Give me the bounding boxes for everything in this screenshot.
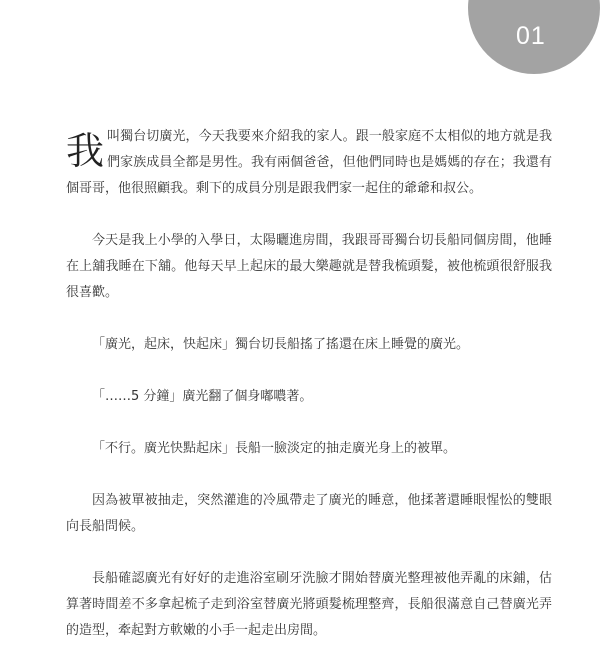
page-number: 01 [516, 22, 546, 50]
paragraph-intro [66, 124, 552, 202]
drop-cap: 我 [66, 129, 105, 173]
paragraph-cold-wind: 因為被單被抽走，突然灌進的冷風帶走了廣光的睡意，他揉著還睡眼惺忪的雙眼向長船問候。 [66, 493, 552, 534]
paragraph-blanket: 「不行。廣光快點起床」長船一臉淡定的抽走廣光身上的被單。 [92, 441, 457, 456]
paragraph-school-day: 今天是我上小學的入學日，太陽曬進房間，我跟哥哥獨台切長船同個房間，他睡在上舖我睡在下舖。他每天早上起床的最大樂趣就是替我梳頭髮，被他梳頭很舒服我很喜歡。 [66, 233, 552, 300]
paragraph-five-minutes: 「……5 分鐘」廣光翻了個身嘟噥著。 [92, 389, 313, 404]
paragraph-wake-up: 「廣光，起床，快起床」獨台切長船搖了搖還在床上睡覺的廣光。 [92, 337, 470, 352]
paragraph-intro-text: 叫獨台切廣光，今天我要來介紹我的家人。跟一般家庭不太相似的地方就是我們家族成員全都是男性。我有兩個爸爸，但他們同時也是媽媽的存在；我還有個哥哥，他很照顧我。剩下的成員分別是跟我們家一起住的爺爺和叔公。 [66, 129, 552, 196]
story-text [66, 124, 552, 644]
paragraph-morning-routine: 長船確認廣光有好好的走進浴室刷牙洗臉才開始替廣光整理被他弄亂的床鋪，估算著時間差不多拿起梳子走到浴室替廣光將頭髮梳理整齊，長船很滿意自己替廣光弄的造型，牽起對方軟嫩的小手一起走出房間。 [66, 571, 552, 638]
